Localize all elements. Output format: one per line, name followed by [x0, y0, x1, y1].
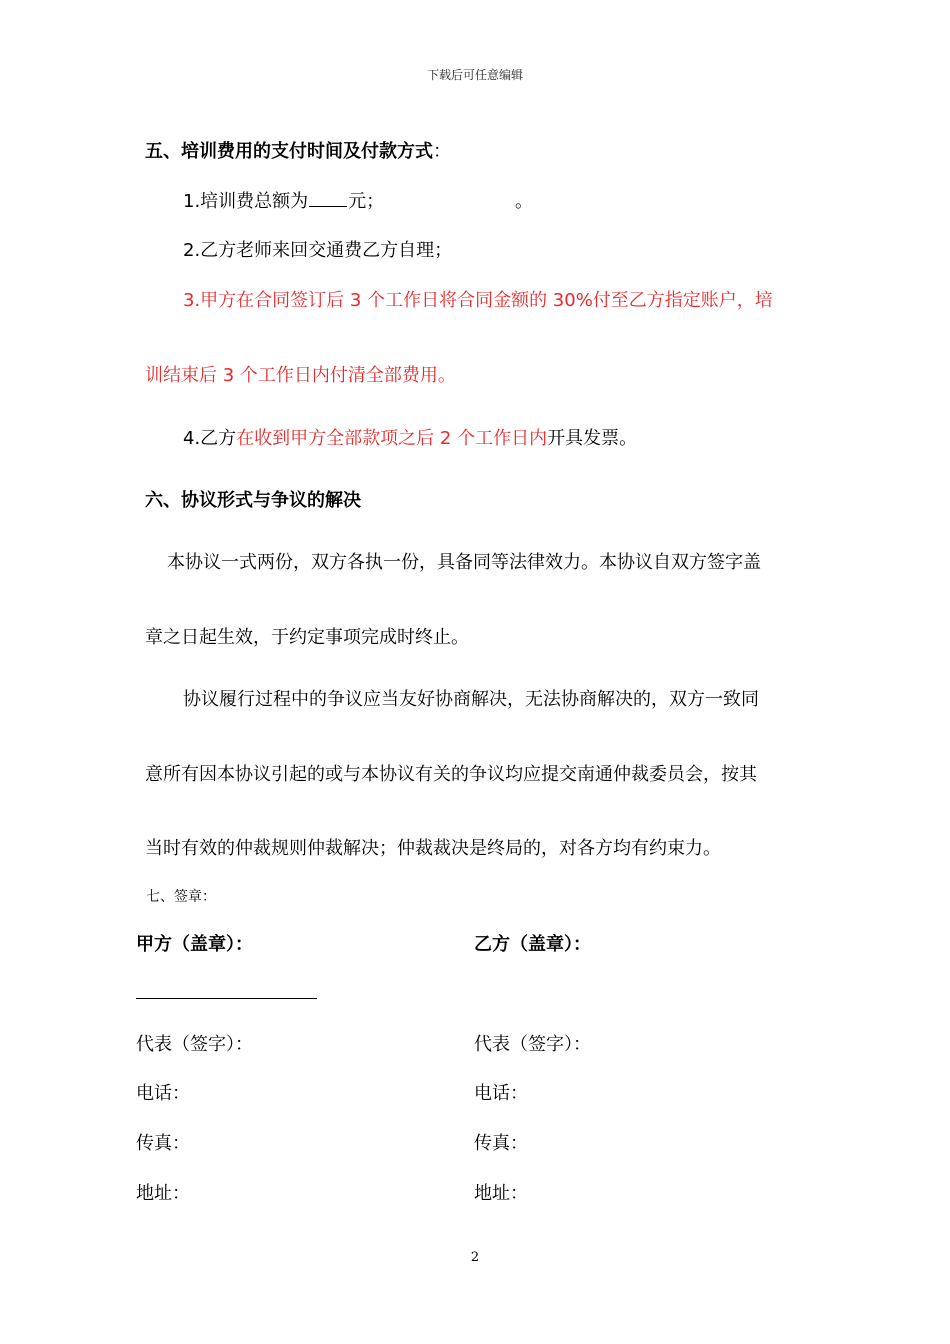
fee-item-2: 2.乙方老师来回交通费乙方自理； [183, 240, 453, 261]
party-a-fax-label: 传真： [136, 1133, 190, 1154]
party-b-rep-label: 代表（签字）： [474, 1034, 591, 1055]
page-number: 2 [470, 1250, 480, 1265]
party-a-seal-label: 甲方（盖章）： [136, 934, 253, 955]
fee-item-4-suffix: 开具发票。 [547, 428, 638, 449]
party-b-phone-label: 电话： [474, 1083, 528, 1104]
party-a-address-label: 地址： [136, 1183, 190, 1204]
fee-item-1-suffix: 元； [348, 191, 385, 212]
fee-amount-blank [309, 206, 347, 207]
party-a-phone-label: 电话： [136, 1083, 190, 1104]
party-b-address-label: 地址： [474, 1183, 528, 1204]
party-a-rep-label: 代表（签字）： [136, 1034, 253, 1055]
party-a-seal-line [136, 998, 317, 999]
fee-item-1-end: 。 [515, 191, 533, 212]
party-b-seal-label: 乙方（盖章）： [474, 934, 591, 955]
fee-item-4-emphasis: 在收到甲方全部款项之后 2 个工作日内 [236, 428, 548, 449]
dispute-para-line-2: 意所有因本协议引起的或与本协议有关的争议均应提交南通仲裁委员会，按其 [145, 764, 757, 785]
agreement-para-1-line-2: 章之日起生效，于约定事项完成时终止。 [145, 627, 469, 648]
section-6-title: 六、协议形式与争议的解决 [145, 490, 361, 511]
agreement-para-1-line-1: 本协议一式两份，双方各执一份，具备同等法律效力。本协议自双方签字盖 [167, 552, 761, 573]
fee-item-1 [183, 187, 384, 213]
page-header: 下载后可任意编辑 [426, 68, 523, 82]
fee-item-3-line-1: 3.甲方在合同签订后 3 个工作日将合同金额的 30%付至乙方指定账户，培 [183, 290, 773, 311]
dispute-para-line-1: 协议履行过程中的争议应当友好协商解决，无法协商解决的，双方一致同 [183, 689, 759, 710]
section-7-title: 七、签章： [146, 889, 216, 905]
party-b-fax-label: 传真： [474, 1133, 528, 1154]
fee-item-4 [183, 424, 637, 450]
fee-item-4-prefix: 4.乙方 [183, 428, 237, 449]
section-5-title: 五、培训费用的支付时间及付款方式 [145, 141, 433, 162]
section-5-colon: ： [433, 141, 451, 162]
dispute-para-line-3: 当时有效的仲裁规则仲裁解决；仲裁裁决是终局的，对各方均有约束力。 [145, 838, 721, 859]
fee-item-1-prefix: 1.培训费总额为 [183, 191, 309, 212]
fee-item-3-line-2: 训结束后 3 个工作日内付清全部费用。 [145, 365, 456, 386]
section-5-heading [145, 137, 451, 163]
